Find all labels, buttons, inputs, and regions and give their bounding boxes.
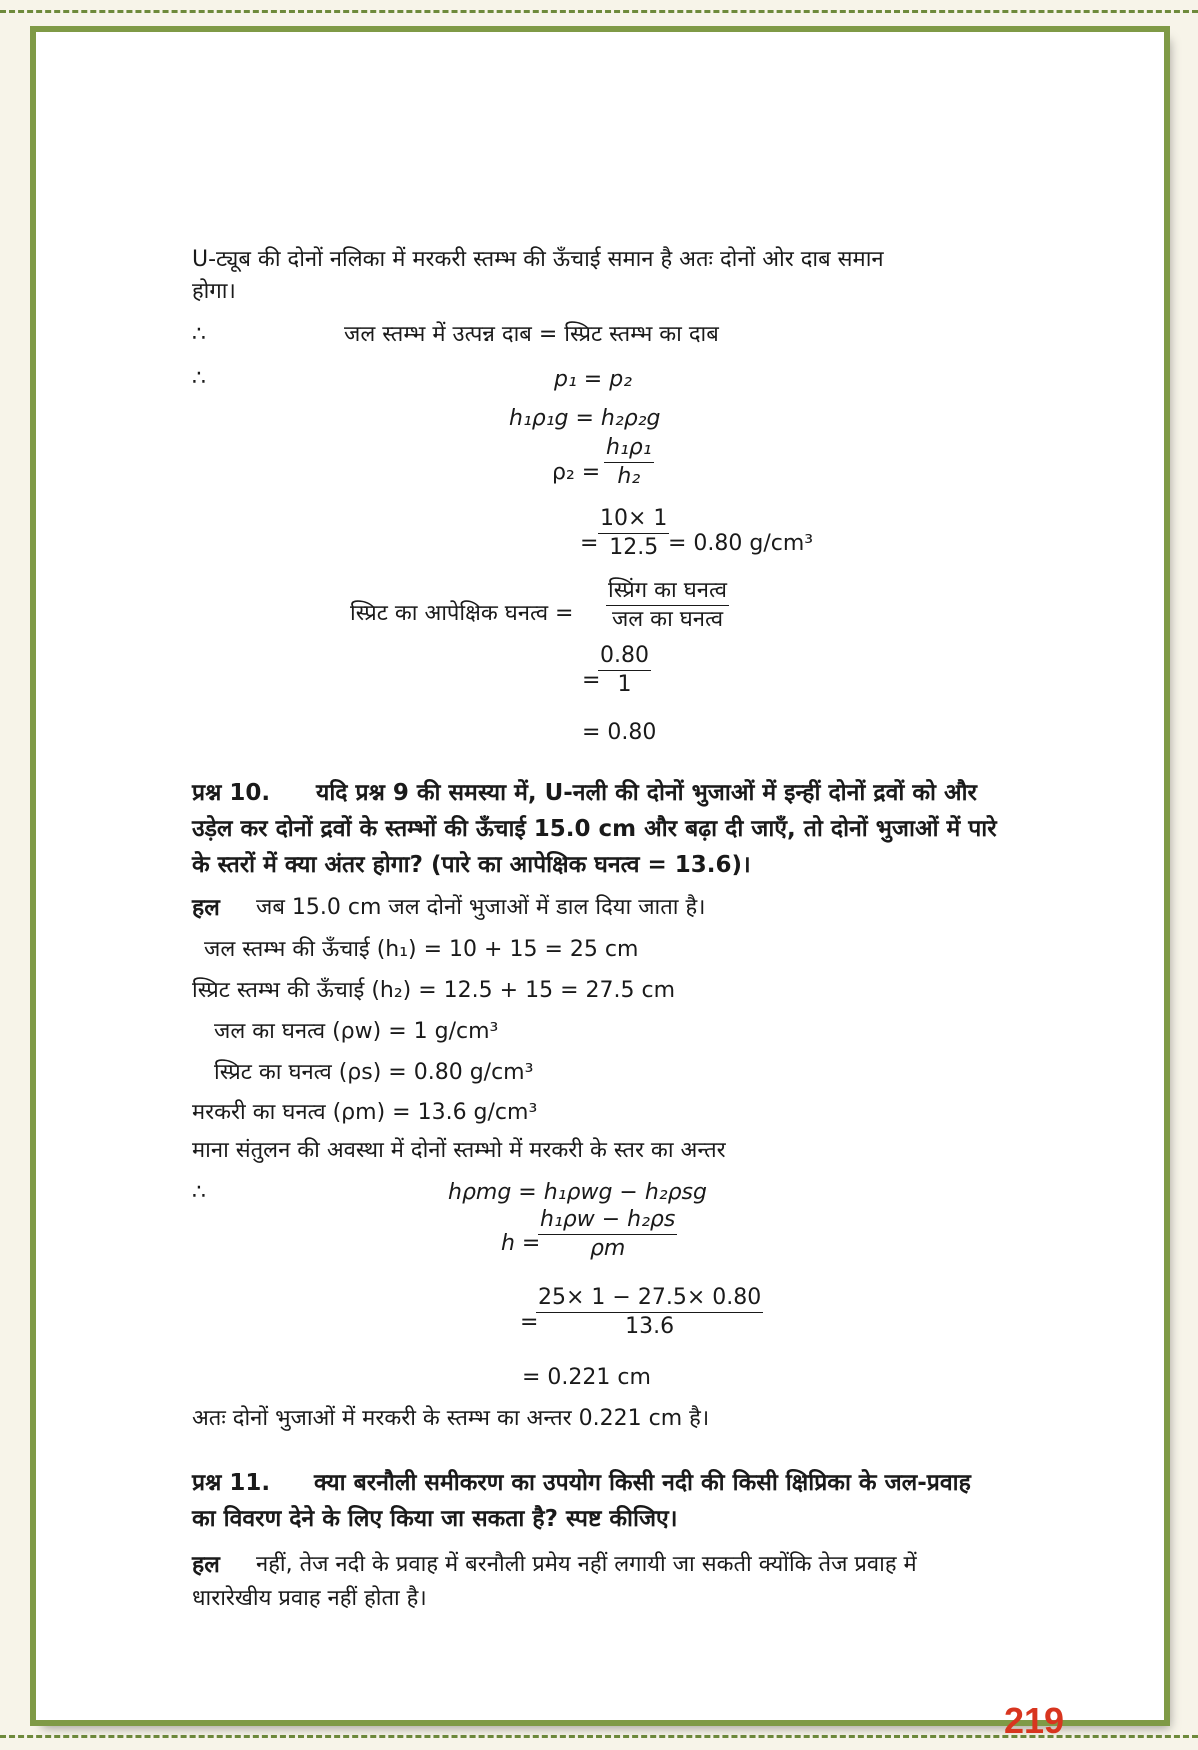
relative-density-value-denominator: 1 (617, 672, 632, 697)
h-denominator: ρm (589, 1236, 626, 1261)
question-10-line-2: उड़ेल कर दोनों द्रवों के स्तम्भों की ऊँचाई 15.0 cm और बढ़ा दी जाएँ, तो दोनों भुजाओं में पारे (192, 816, 997, 842)
relative-density-value-numerator: 0.80 (598, 642, 651, 671)
relative-density-lhs: स्प्रिट का आपेक्षिक घनत्व = (350, 601, 574, 626)
equals-sign: = (580, 531, 599, 556)
relative-density-denominator: जल का घनत्व (611, 607, 724, 632)
solution-10-step-6: मरकरी का घनत्व (ρm) = 13.6 g/cm³ (192, 1100, 538, 1125)
therefore-symbol: ∴ (192, 322, 206, 347)
question-10-line-1: यदि प्रश्न 9 की समस्या में, U-नली की दोनों भुजाओं में इन्हीं दोनों द्रवों को और (316, 780, 977, 806)
solution-11-line-1: नहीं, तेज नदी के प्रवाह में बरनौली प्रमेय नहीं लगायी जा सकती क्योंकि तेज प्रवाह में (256, 1552, 917, 1577)
equation-hrhog: h₁ρ₁g = h₂ρ₂g (509, 406, 661, 431)
therefore-symbol: ∴ (192, 1180, 206, 1205)
solution-10-step-3: स्प्रिट स्तम्भ की ऊँचाई (h₂) = 12.5 + 15 = 27.5 cm (192, 978, 676, 1003)
h-value-numerator: 25× 1 − 27.5× 0.80 (536, 1284, 763, 1313)
book-page (36, 32, 1164, 1741)
rho2-value-numerator: 10× 1 (598, 505, 669, 534)
intro-line-2: होगा। (192, 279, 236, 304)
solution-10-conclusion: अतः दोनों भुजाओं में मरकरी के स्तम्भ का अन्तर 0.221 cm है। (192, 1406, 710, 1431)
solution-label: हल (192, 1552, 220, 1578)
solution-10-step-7: माना संतुलन की अवस्था में दोनों स्तम्भो में मरकरी के स्तर का अन्तर (192, 1138, 726, 1163)
equation-p1-p2: p₁ = p₂ (554, 367, 632, 392)
question-11-line-1: क्या बरनौली समीकरण का उपयोग किसी नदी की किसी क्षिप्रिका के जल-प्रवाह (314, 1470, 971, 1496)
therefore-symbol: ∴ (192, 366, 206, 391)
solution-label: हल (192, 895, 220, 921)
relative-density-value-fraction (598, 642, 651, 699)
h-value-fraction (536, 1284, 763, 1341)
equation-balance: hρmg = h₁ρwg − h₂ρsg (448, 1180, 707, 1205)
relative-density-fraction (606, 577, 729, 634)
equals-sign: = (582, 668, 601, 693)
solution-11-line-2: धारारेखीय प्रवाह नहीं होता है। (192, 1586, 427, 1611)
question-10-line-3: के स्तरों में क्या अंतर होगा? (पारे का आपेक्षिक घनत्व = 13.6)। (192, 852, 751, 878)
equals-sign: = (520, 1310, 539, 1335)
solution-10-step-1: जब 15.0 cm जल दोनों भुजाओं में डाल दिया जाता है। (256, 895, 706, 920)
h-numerator: h₁ρw − h₂ρs (538, 1206, 677, 1235)
relative-density-numerator: स्प्रिंग का घनत्व (606, 577, 729, 606)
rho2-fraction (604, 434, 654, 491)
intro-line-1: U-ट्यूब की दोनों नलिका में मरकरी स्तम्भ की ऊँचाई समान है अतः दोनों ओर दाब समान (192, 247, 884, 272)
solution-10-step-2: जल स्तम्भ की ऊँचाई (h₁) = 10 + 15 = 25 cm (204, 937, 639, 962)
question-11-label: प्रश्न 11. (192, 1470, 271, 1496)
rho2-value-denominator: 12.5 (609, 535, 659, 560)
relative-density-result: = 0.80 (582, 720, 657, 745)
rho2-value-fraction (598, 505, 669, 562)
h-value-denominator: 13.6 (625, 1314, 675, 1339)
rho2-denominator: h₂ (617, 464, 641, 489)
rho2-result: = 0.80 g/cm³ (668, 531, 814, 556)
page-number: 219 (1004, 1700, 1065, 1741)
solution-10-step-4: जल का घनत्व (ρw) = 1 g/cm³ (214, 1019, 499, 1044)
rho2-lhs: ρ₂ = (552, 460, 601, 485)
h-lhs: h = (501, 1231, 541, 1256)
question-10-label: प्रश्न 10. (192, 780, 271, 806)
h-result: = 0.221 cm (522, 1365, 651, 1390)
top-dashed-border (0, 10, 1198, 13)
solution-10-step-5: स्प्रिट का घनत्व (ρs) = 0.80 g/cm³ (214, 1060, 534, 1085)
pressure-equality: जल स्तम्भ में उत्पन्न दाब = स्प्रिट स्तम्भ का दाब (344, 322, 719, 347)
question-11-line-2: का विवरण देने के लिए किया जा सकता है? स्पष्ट कीजिए। (192, 1506, 678, 1532)
h-fraction (538, 1206, 677, 1263)
rho2-numerator: h₁ρ₁ (604, 434, 654, 463)
